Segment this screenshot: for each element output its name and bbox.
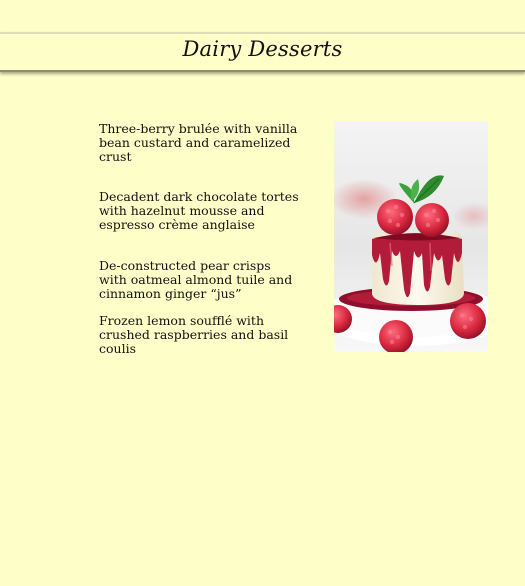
menu-item: Three-berry brulée with vanilla bean custard and caramelized crust	[99, 121, 298, 164]
header-bar	[0, 32, 525, 72]
menu-item: Frozen lemon soufflé with crushed raspberries and basil coulis	[99, 313, 289, 356]
page-title: Dairy Desserts	[182, 37, 343, 61]
menu-item: De-constructed pear crisps with oatmeal almond tuile and cinnamon ginger “jus”	[99, 258, 293, 301]
panna-cotta-raspberry-image	[334, 121, 488, 352]
dessert-photo	[334, 121, 488, 352]
menu-item: Decadent dark chocolate tortes with hazelnut mousse and espresso crème anglaise	[99, 189, 299, 232]
